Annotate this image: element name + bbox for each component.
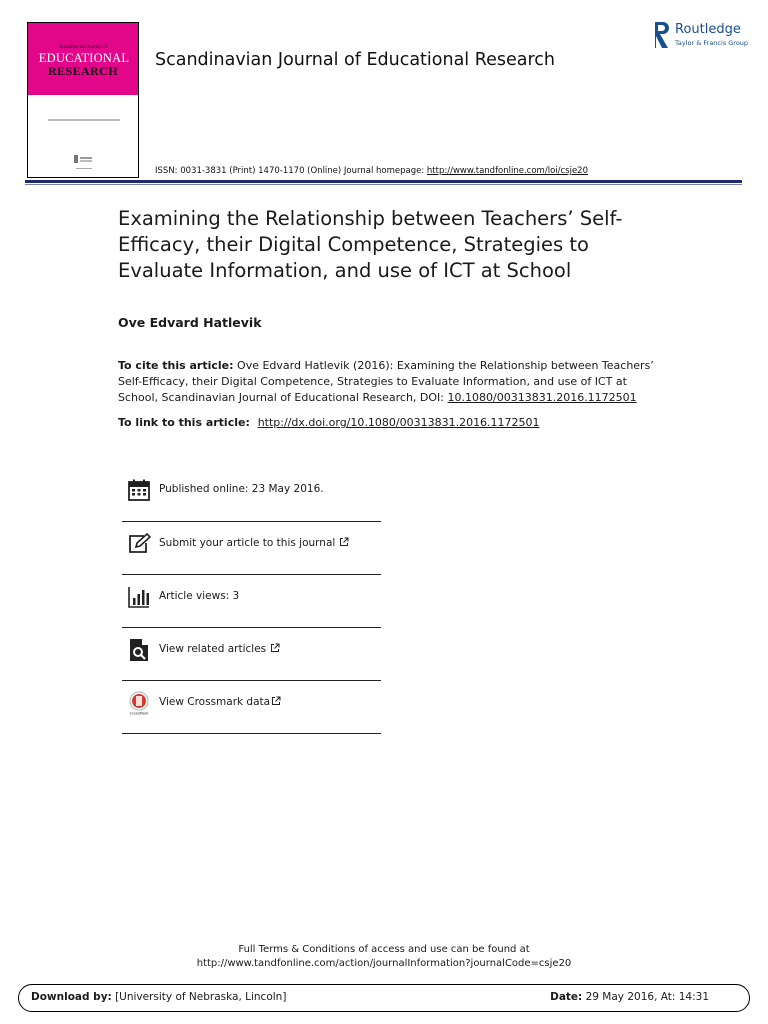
article-meta-list [122,468,381,734]
citation-block [118,358,663,406]
cover-title-line1: EDUCATIONAL [38,51,130,65]
download-by [31,991,286,1003]
header-rule [25,180,742,183]
article-views-item [122,575,381,628]
external-link-icon [270,643,280,653]
download-value: [University of Nebraska, Lincoln] [111,991,287,1003]
edit-icon [127,532,151,556]
cite-text: Ove Edvard Hatlevik (2016): Examining the Relationship between Teachers’ Self-Efficacy, their Digital Competence, Strategies to Evaluate Information, and use of ICT at School, Scandinavian Journal of Educational Research, DOI: [118,359,654,404]
published-online-item [122,468,381,522]
article-views-text: Article views: 3 [159,590,240,602]
terms-line1: Full Terms & Conditions of access and use can be found at [238,944,530,955]
routledge-r-icon [653,20,673,50]
crossmark-link[interactable] [159,696,281,708]
external-link-icon [271,696,281,706]
download-label: Download by: [31,991,112,1003]
cover-publisher-mark [74,155,94,165]
journal-cover-image [27,22,139,178]
terms-url[interactable]: http://www.tandfonline.com/action/journalInformation?journalCode=csje20 [196,958,572,969]
terms-notice [0,943,768,971]
link-block [118,415,678,431]
published-online-text: Published online: 23 May 2016. [159,483,324,495]
cover-divider [48,119,120,121]
publisher-group: Taylor & Francis Group [675,39,749,47]
article-doi-link[interactable]: http://dx.doi.org/10.1080/00313831.2016.1172501 [257,416,540,429]
submit-article-link[interactable] [159,537,349,549]
issn-line [155,166,588,176]
cover-publisher-line [76,168,92,169]
publisher-name: Routledge [675,22,741,37]
article-title: Examining the Relationship between Teachers’ Self-Efficacy, their Digital Competence, Strategies to Evaluate Information, and use of ICT at School [118,207,623,282]
download-date [550,991,709,1003]
journal-title: Scandinavian Journal of Educational Research [155,50,555,70]
crossmark-icon [127,691,151,715]
related-articles-item[interactable] [122,628,381,681]
cover-band [28,23,138,95]
cite-doi-link[interactable]: 10.1080/00313831.2016.1172501 [447,391,637,404]
crossmark-text: View Crossmark data [159,696,271,708]
related-articles-link[interactable] [159,643,280,655]
journal-homepage-link[interactable]: http://www.tandfonline.com/loi/csje20 [426,166,588,176]
article-author: Ove Edvard Hatlevik [118,315,262,330]
calendar-icon [127,478,151,502]
date-label: Date: [550,991,583,1003]
external-link-icon [339,537,349,547]
header-rule-thin [25,184,742,185]
date-value: 29 May 2016, At: 14:31 [582,991,709,1003]
submit-article-text: Submit your article to this journal [159,537,336,549]
submit-article-item[interactable] [122,522,381,575]
download-footer [18,984,750,1012]
cite-label: To cite this article: [118,359,234,372]
cover-small-text: Scandinavian Journal of [58,45,108,50]
link-label: To link to this article: [118,416,254,429]
document-search-icon [127,638,151,662]
issn-text: ISSN: 0031-3831 (Print) 1470-1170 (Online) Journal homepage: [155,166,427,176]
crossmark-item[interactable] [122,681,381,734]
bar-chart-icon [127,585,151,609]
crossmark-icon-text: CrossMark [129,711,149,715]
related-articles-text: View related articles [159,643,267,655]
cover-title-line2: RESEARCH [48,64,118,78]
publisher-logo [653,20,748,50]
